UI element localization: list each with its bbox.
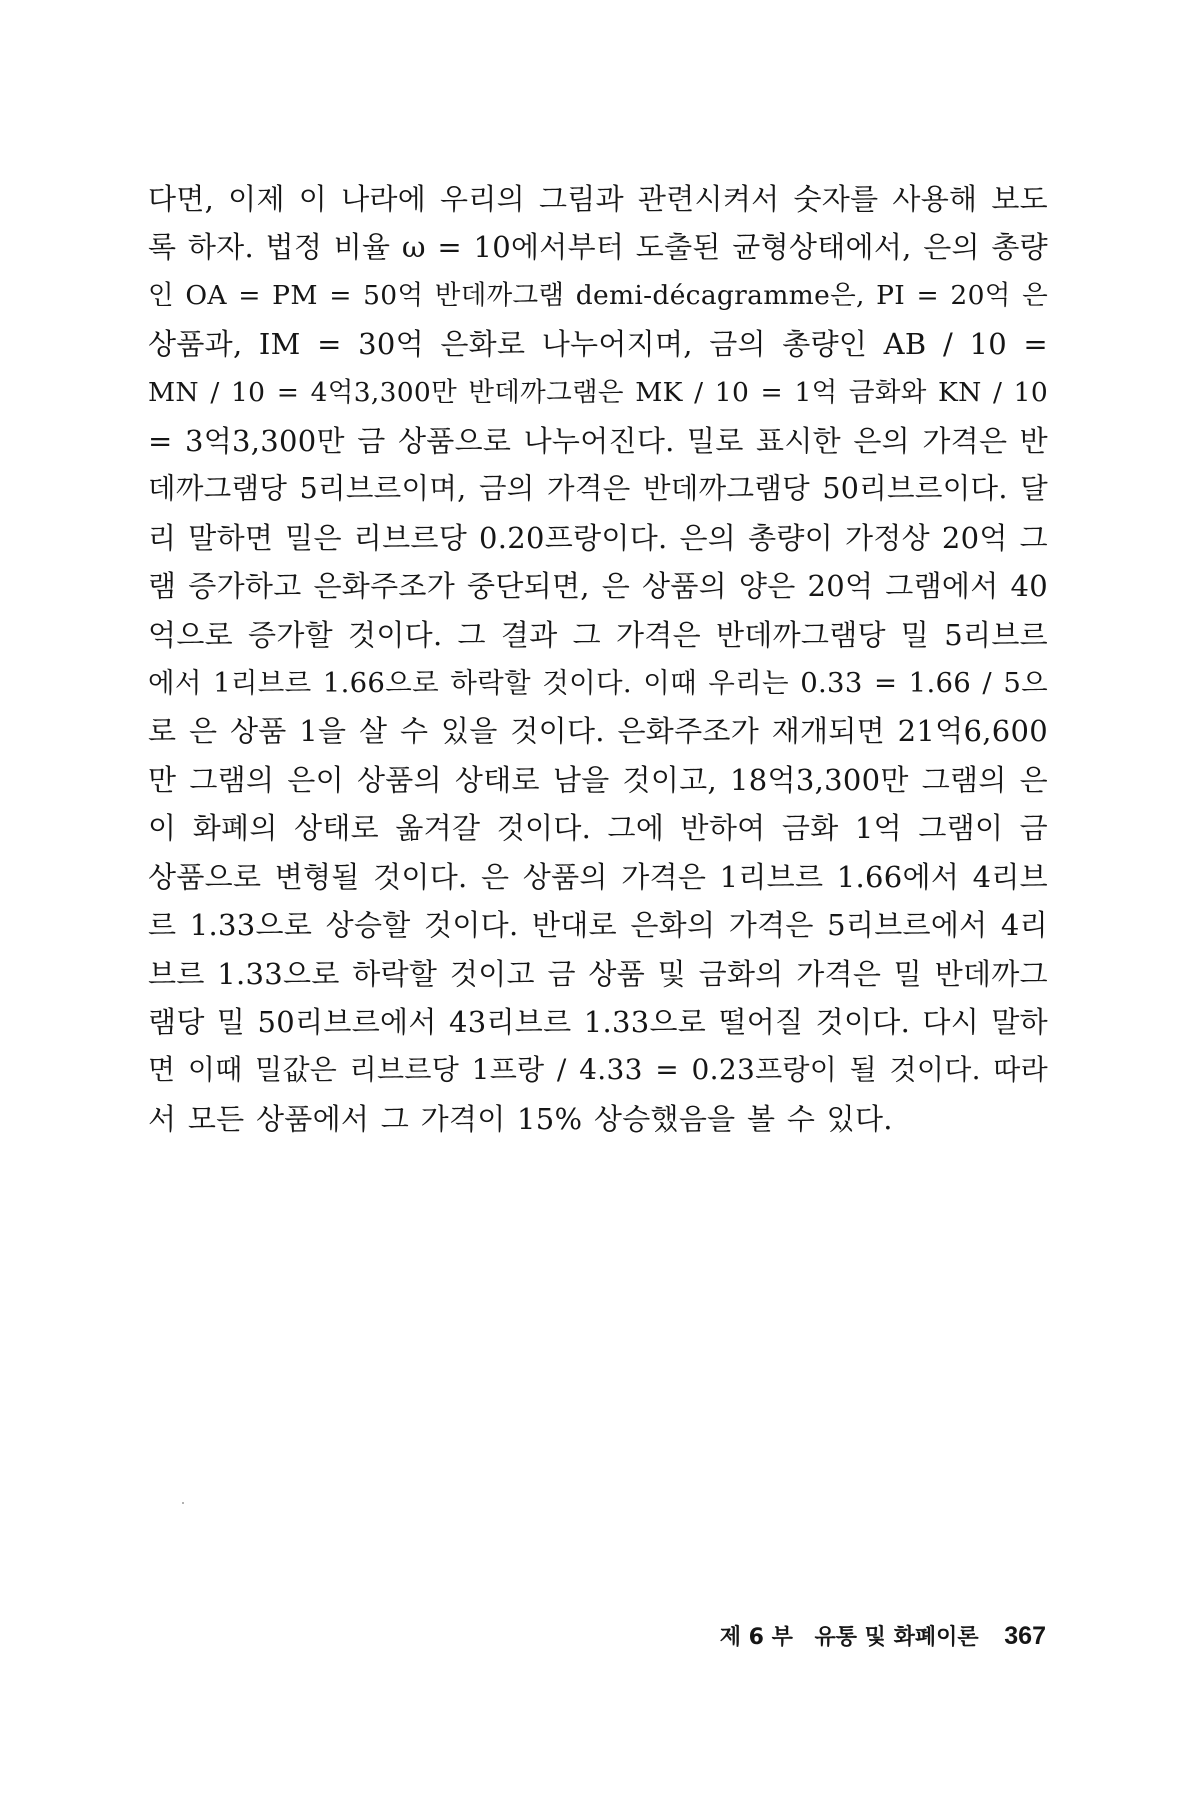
text-line: MN / 10 = 4억3,300만 반데까그램은 MK / 10 = 1억 금화와 KN / 10 — [148, 376, 1048, 408]
text-line: = 3억3,300만 금 상품으로 나누어진다. 밀로 표시한 은의 가격은 반 — [148, 424, 1048, 459]
text-line: 이 화폐의 상태로 옮겨갈 것이다. 그에 반하여 금화 1억 그램이 금 — [148, 811, 1048, 846]
page-footer — [720, 1620, 1046, 1651]
text-line: 램당 밀 50리브르에서 43리브르 1.33으로 떨어질 것이다. 다시 말하 — [148, 1004, 1048, 1039]
text-line: 상품으로 변형될 것이다. 은 상품의 가격은 1리브르 1.66에서 4리브 — [148, 859, 1048, 894]
text-line: 리 말하면 밀은 리브르당 0.20프랑이다. 은의 총량이 가정상 20억 그 — [148, 520, 1048, 555]
text-line: 면 이때 밀값은 리브르당 1프랑 / 4.33 = 0.23프랑이 될 것이다. 따라 — [148, 1053, 1048, 1087]
text-line: 에서 1리브르 1.66으로 하락할 것이다. 이때 우리는 0.33 = 1.66 / 5으 — [148, 667, 1048, 700]
text-line: 억으로 증가할 것이다. 그 결과 그 가격은 반데까그램당 밀 5리브르 — [148, 617, 1048, 652]
text-line: 서 모든 상품에서 그 가격이 15% 상승했음을 볼 수 있다. — [148, 1101, 893, 1136]
text-line: 브르 1.33으로 하락할 것이고 금 상품 및 금화의 가격은 밀 반데까그 — [148, 956, 1048, 991]
body-paragraph — [148, 175, 1048, 1143]
text-line: 인 OA = PM = 50억 반데까그램 demi-décagramme은, PI = 20억 은 — [148, 279, 1048, 311]
running-footer-part: 제 6 부 — [719, 1625, 793, 1650]
text-line: 록 하자. 법정 비율 ω = 10에서부터 도출된 균형상태에서, 은의 총량 — [148, 230, 1048, 265]
text-line: 만 그램의 은이 상품의 상태로 남을 것이고, 18억3,300만 그램의 은 — [148, 762, 1048, 797]
page-number: 367 — [1004, 1622, 1046, 1650]
running-footer-title: 유통 및 화폐이론 — [814, 1625, 979, 1650]
text-line: 램 증가하고 은화주조가 중단되면, 은 상품의 양은 20억 그램에서 40 — [148, 569, 1048, 604]
text-line: 다면, 이제 이 나라에 우리의 그림과 관련시켜서 숫자를 사용해 보도 — [148, 182, 1048, 216]
text-line: 로 은 상품 1을 살 수 있을 것이다. 은화주조가 재개되면 21억6,600 — [148, 714, 1048, 749]
text-line: 상품과, IM = 30억 은화로 나누어지며, 금의 총량인 AB / 10 = — [148, 327, 1048, 362]
text-line: 르 1.33으로 상승할 것이다. 반대로 은화의 가격은 5리브르에서 4리 — [148, 908, 1048, 943]
text-line: 데까그램당 5리브르이며, 금의 가격은 반데까그램당 50리브르이다. 달 — [148, 472, 1048, 506]
scan-speck — [182, 1502, 184, 1504]
